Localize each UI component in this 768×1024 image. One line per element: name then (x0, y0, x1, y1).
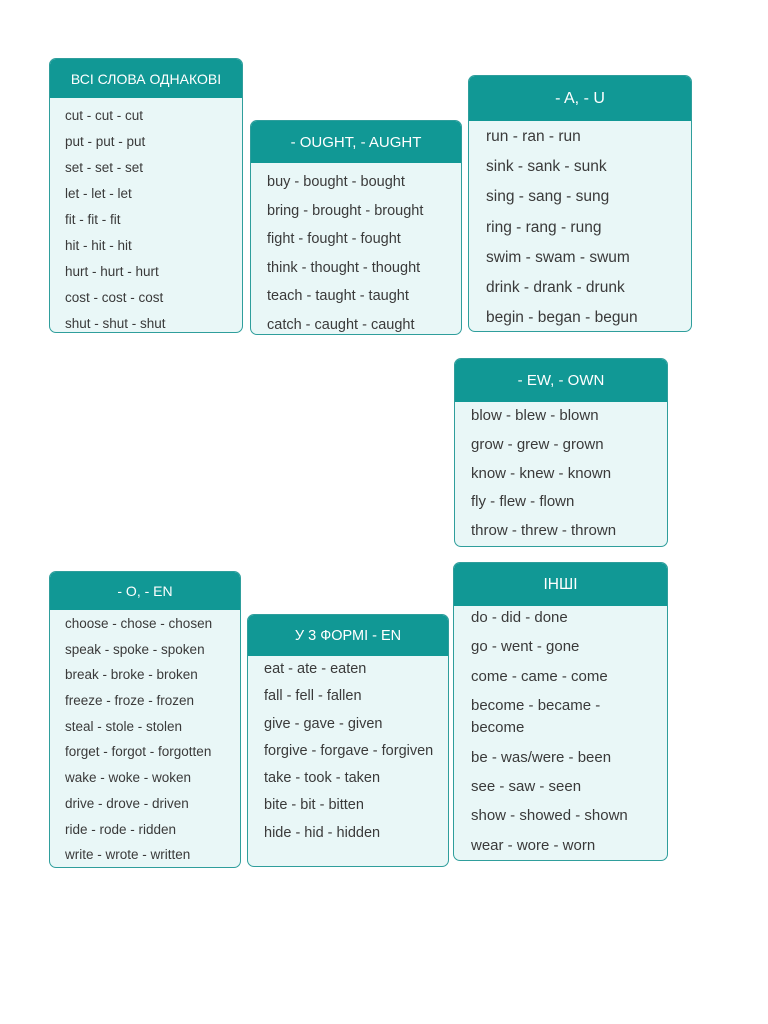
verb-row: show - showed - shown (471, 807, 628, 825)
verb-row: shut - shut - shut (65, 316, 166, 331)
card-title: - EW, - OWN (455, 359, 667, 402)
verb-row: break - broke - broken (65, 667, 198, 683)
verb-row: bring - brought - brought (267, 202, 424, 219)
verb-row: cost - cost - cost (65, 290, 164, 305)
verb-row: ring - rang - rung (486, 218, 602, 236)
verb-row: fly - flew - flown (471, 493, 575, 511)
card-title: ІНШІ (454, 563, 667, 606)
verb-row: drink - drank - drunk (486, 278, 625, 296)
verb-row: bite - bit - bitten (264, 797, 364, 814)
verb-row: ride - rode - ridden (65, 821, 177, 837)
card-body (251, 163, 461, 335)
verb-row: run - ran - run (486, 128, 581, 145)
verb-row: throw - threw - thrown (471, 522, 617, 540)
verb-row: cut - cut - cut (65, 108, 144, 123)
verb-row: hurt - hurt - hurt (65, 264, 159, 279)
verb-card-ought-aught (250, 120, 462, 335)
verb-row: freeze - froze - frozen (65, 693, 195, 709)
verb-row: hide - hid - hidden (264, 824, 381, 841)
verb-row: write - wrote - written (65, 847, 191, 863)
verb-row: forgive - forgave - forgiven (264, 742, 434, 759)
verb-row: put - put - put (65, 134, 146, 149)
verb-row: go - went - gone (471, 638, 580, 656)
verb-row: blow - blew - blown (471, 407, 599, 424)
card-body (248, 656, 448, 845)
card-body (455, 402, 667, 546)
verb-row: hit - hit - hit (65, 238, 132, 253)
verb-row: sing - sang - sung (486, 188, 610, 206)
verb-row: know - knew - known (471, 464, 612, 482)
verb-row: begin - began - begun (486, 309, 638, 327)
verb-card-same-forms (49, 58, 243, 333)
verb-card-a-u (468, 75, 692, 332)
verb-card-ew-own (454, 358, 668, 547)
verb-row: let - let - let (65, 186, 132, 201)
card-body (454, 606, 667, 857)
verb-row: fit - fit - fit (65, 212, 121, 227)
verb-row: see - saw - seen (471, 777, 582, 795)
card-body (50, 610, 240, 868)
verb-row: catch - caught - caught (267, 316, 415, 333)
verb-row: wear - wore - worn (471, 836, 596, 854)
verb-row: buy - bought - bought (267, 174, 405, 190)
verb-row: forget - forgot - forgotten (65, 744, 212, 760)
verb-card-third-form-en (247, 614, 449, 867)
verb-row: be - was/were - been (471, 748, 612, 766)
card-title: - A, - U (469, 76, 691, 121)
verb-row: choose - chose - chosen (65, 616, 213, 631)
verb-row: teach - taught - taught (267, 288, 409, 305)
card-body (469, 121, 691, 332)
verb-row: steal - stole - stolen (65, 718, 183, 734)
verb-card-o-en (49, 571, 241, 868)
card-title: У 3 ФОРМІ - EN (248, 615, 448, 656)
verb-row: become - became - become (471, 696, 601, 737)
verb-row: do - did - done (471, 609, 568, 626)
verb-row: take - took - taken (264, 770, 381, 787)
verb-row: eat - ate - eaten (264, 661, 367, 677)
card-title: - OUGHT, - AUGHT (251, 121, 461, 163)
verb-row: fight - fought - fought (267, 231, 401, 248)
card-body (50, 98, 242, 333)
verb-row: give - gave - given (264, 715, 383, 732)
verb-row: grow - grew - grown (471, 435, 604, 453)
verb-row: set - set - set (65, 160, 144, 175)
verb-row: come - came - come (471, 667, 608, 685)
verb-row: swim - swam - swum (486, 248, 630, 266)
verb-row: speak - spoke - spoken (65, 641, 205, 657)
card-title: - O, - EN (50, 572, 240, 610)
verb-row: wake - woke - woken (65, 770, 192, 786)
verb-row: sink - sank - sunk (486, 158, 607, 176)
verb-row: drive - drove - driven (65, 795, 189, 811)
verb-card-other (453, 562, 668, 861)
verb-row: fall - fell - fallen (264, 688, 362, 705)
card-title: ВСІ СЛОВА ОДНАКОВІ (50, 59, 242, 98)
verb-row: think - thought - thought (267, 259, 421, 276)
